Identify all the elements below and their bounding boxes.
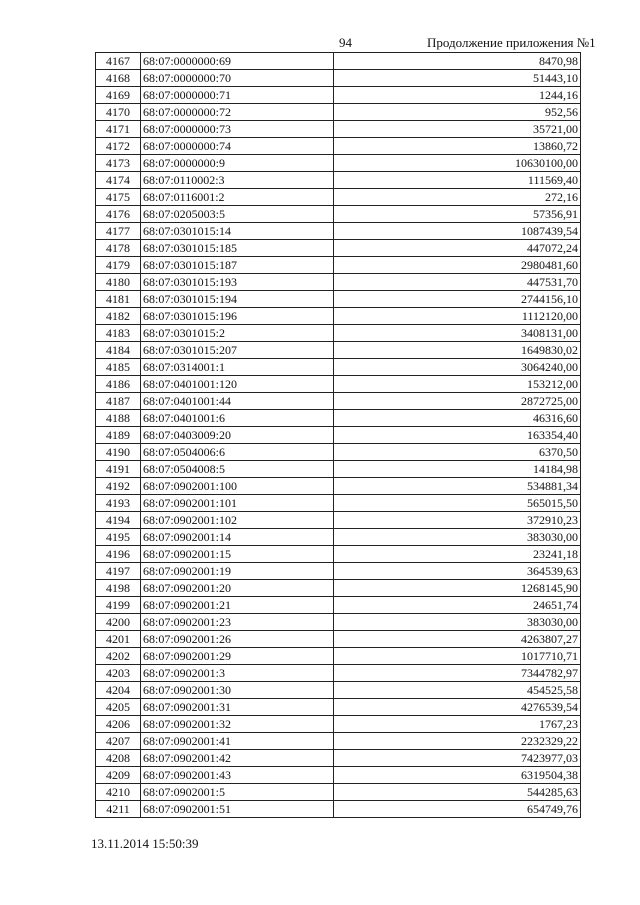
- value-cell: 2744156,10: [334, 291, 581, 308]
- row-number-cell: 4201: [96, 631, 141, 648]
- row-number-cell: 4208: [96, 750, 141, 767]
- table-row: [96, 308, 581, 325]
- table-row: [96, 342, 581, 359]
- cadastral-number-cell: 68:07:0902001:31: [141, 699, 334, 716]
- value-cell: 1268145,90: [334, 580, 581, 597]
- value-cell: 272,16: [334, 189, 581, 206]
- row-number-cell: 4188: [96, 410, 141, 427]
- row-number-cell: 4196: [96, 546, 141, 563]
- value-cell: 163354,40: [334, 427, 581, 444]
- cadastral-number-cell: 68:07:0000000:69: [141, 53, 334, 70]
- value-cell: 7344782,97: [334, 665, 581, 682]
- value-cell: 111569,40: [334, 172, 581, 189]
- value-cell: 447531,70: [334, 274, 581, 291]
- table-row: [96, 121, 581, 138]
- cadastral-number-cell: 68:07:0301015:14: [141, 223, 334, 240]
- row-number-cell: 4170: [96, 104, 141, 121]
- value-cell: 383030,00: [334, 614, 581, 631]
- value-cell: 24651,74: [334, 597, 581, 614]
- cadastral-number-cell: 68:07:0902001:23: [141, 614, 334, 631]
- row-number-cell: 4200: [96, 614, 141, 631]
- cadastral-number-cell: 68:07:0401001:6: [141, 410, 334, 427]
- cadastral-number-cell: 68:07:0301015:2: [141, 325, 334, 342]
- cadastral-number-cell: 68:07:0205003:5: [141, 206, 334, 223]
- value-cell: 544285,63: [334, 784, 581, 801]
- table-row: [96, 172, 581, 189]
- page-number: 94: [339, 35, 352, 50]
- table-row: [96, 410, 581, 427]
- table-row: [96, 665, 581, 682]
- table-row: [96, 699, 581, 716]
- table-row: [96, 750, 581, 767]
- table-row: [96, 563, 581, 580]
- row-number-cell: 4169: [96, 87, 141, 104]
- table-row: [96, 393, 581, 410]
- value-cell: 454525,58: [334, 682, 581, 699]
- row-number-cell: 4176: [96, 206, 141, 223]
- value-cell: 654749,76: [334, 801, 581, 818]
- table-row: [96, 155, 581, 172]
- table-row: [96, 648, 581, 665]
- cadastral-number-cell: 68:07:0902001:100: [141, 478, 334, 495]
- row-number-cell: 4167: [96, 53, 141, 70]
- value-cell: 1767,23: [334, 716, 581, 733]
- cadastral-number-cell: 68:07:0000000:73: [141, 121, 334, 138]
- table-row: [96, 257, 581, 274]
- value-cell: 534881,34: [334, 478, 581, 495]
- cadastral-number-cell: 68:07:0301015:185: [141, 240, 334, 257]
- value-cell: 35721,00: [334, 121, 581, 138]
- row-number-cell: 4210: [96, 784, 141, 801]
- cadastral-number-cell: 68:07:0902001:29: [141, 648, 334, 665]
- registry-table: [95, 52, 581, 818]
- table-row: [96, 87, 581, 104]
- value-cell: 1244,16: [334, 87, 581, 104]
- cadastral-number-cell: 68:07:0504006:6: [141, 444, 334, 461]
- table-row: [96, 767, 581, 784]
- row-number-cell: 4189: [96, 427, 141, 444]
- value-cell: 3408131,00: [334, 325, 581, 342]
- table-row: [96, 461, 581, 478]
- cadastral-number-cell: 68:07:0902001:101: [141, 495, 334, 512]
- cadastral-number-cell: 68:07:0902001:5: [141, 784, 334, 801]
- cadastral-number-cell: 68:07:0902001:43: [141, 767, 334, 784]
- cadastral-number-cell: 68:07:0902001:42: [141, 750, 334, 767]
- cadastral-number-cell: 68:07:0301015:193: [141, 274, 334, 291]
- cadastral-number-cell: 68:07:0000000:71: [141, 87, 334, 104]
- row-number-cell: 4202: [96, 648, 141, 665]
- continuation-caption: Продолжение приложения №1: [427, 35, 596, 50]
- row-number-cell: 4191: [96, 461, 141, 478]
- cadastral-number-cell: 68:07:0401001:120: [141, 376, 334, 393]
- row-number-cell: 4172: [96, 138, 141, 155]
- cadastral-number-cell: 68:07:0902001:26: [141, 631, 334, 648]
- row-number-cell: 4179: [96, 257, 141, 274]
- cadastral-number-cell: 68:07:0301015:207: [141, 342, 334, 359]
- value-cell: 2980481,60: [334, 257, 581, 274]
- row-number-cell: 4187: [96, 393, 141, 410]
- table-row: [96, 291, 581, 308]
- cadastral-number-cell: 68:07:0902001:41: [141, 733, 334, 750]
- table-row: [96, 733, 581, 750]
- cadastral-number-cell: 68:07:0301015:194: [141, 291, 334, 308]
- value-cell: 565015,50: [334, 495, 581, 512]
- value-cell: 153212,00: [334, 376, 581, 393]
- cadastral-number-cell: 68:07:0314001:1: [141, 359, 334, 376]
- table-row: [96, 682, 581, 699]
- value-cell: 8470,98: [334, 53, 581, 70]
- value-cell: 1649830,02: [334, 342, 581, 359]
- table-row: [96, 240, 581, 257]
- row-number-cell: 4177: [96, 223, 141, 240]
- value-cell: 51443,10: [334, 70, 581, 87]
- table-row: [96, 376, 581, 393]
- value-cell: 13860,72: [334, 138, 581, 155]
- value-cell: 46316,60: [334, 410, 581, 427]
- value-cell: 4263807,27: [334, 631, 581, 648]
- table-row: [96, 716, 581, 733]
- value-cell: 447072,24: [334, 240, 581, 257]
- value-cell: 372910,23: [334, 512, 581, 529]
- row-number-cell: 4185: [96, 359, 141, 376]
- cadastral-number-cell: 68:07:0110002:3: [141, 172, 334, 189]
- table-row: [96, 614, 581, 631]
- row-number-cell: 4205: [96, 699, 141, 716]
- row-number-cell: 4194: [96, 512, 141, 529]
- cadastral-number-cell: 68:07:0403009:20: [141, 427, 334, 444]
- value-cell: 7423977,03: [334, 750, 581, 767]
- value-cell: 6370,50: [334, 444, 581, 461]
- value-cell: 2232329,22: [334, 733, 581, 750]
- cadastral-number-cell: 68:07:0116001:2: [141, 189, 334, 206]
- row-number-cell: 4181: [96, 291, 141, 308]
- table-row: [96, 70, 581, 87]
- cadastral-number-cell: 68:07:0000000:70: [141, 70, 334, 87]
- cadastral-number-cell: 68:07:0301015:187: [141, 257, 334, 274]
- cadastral-number-cell: 68:07:0301015:196: [141, 308, 334, 325]
- row-number-cell: 4198: [96, 580, 141, 597]
- row-number-cell: 4207: [96, 733, 141, 750]
- row-number-cell: 4173: [96, 155, 141, 172]
- table-row: [96, 512, 581, 529]
- table-row: [96, 189, 581, 206]
- row-number-cell: 4182: [96, 308, 141, 325]
- table-row: [96, 597, 581, 614]
- cadastral-number-cell: 68:07:0000000:74: [141, 138, 334, 155]
- row-number-cell: 4190: [96, 444, 141, 461]
- value-cell: 14184,98: [334, 461, 581, 478]
- table-row: [96, 529, 581, 546]
- table-row: [96, 206, 581, 223]
- table-row: [96, 53, 581, 70]
- table-row: [96, 359, 581, 376]
- table-row: [96, 784, 581, 801]
- value-cell: 3064240,00: [334, 359, 581, 376]
- row-number-cell: 4192: [96, 478, 141, 495]
- cadastral-number-cell: 68:07:0902001:51: [141, 801, 334, 818]
- row-number-cell: 4193: [96, 495, 141, 512]
- value-cell: 10630100,00: [334, 155, 581, 172]
- cadastral-number-cell: 68:07:0902001:3: [141, 665, 334, 682]
- table-row: [96, 631, 581, 648]
- cadastral-number-cell: 68:07:0902001:15: [141, 546, 334, 563]
- table-row: [96, 546, 581, 563]
- row-number-cell: 4211: [96, 801, 141, 818]
- value-cell: 1017710,71: [334, 648, 581, 665]
- cadastral-number-cell: 68:07:0000000:9: [141, 155, 334, 172]
- value-cell: 952,56: [334, 104, 581, 121]
- value-cell: 364539,63: [334, 563, 581, 580]
- cadastral-number-cell: 68:07:0902001:14: [141, 529, 334, 546]
- row-number-cell: 4204: [96, 682, 141, 699]
- registry-table-body: [96, 53, 581, 818]
- cadastral-number-cell: 68:07:0902001:20: [141, 580, 334, 597]
- row-number-cell: 4175: [96, 189, 141, 206]
- row-number-cell: 4180: [96, 274, 141, 291]
- cadastral-number-cell: 68:07:0000000:72: [141, 104, 334, 121]
- table-row: [96, 325, 581, 342]
- row-number-cell: 4174: [96, 172, 141, 189]
- row-number-cell: 4209: [96, 767, 141, 784]
- cadastral-number-cell: 68:07:0902001:30: [141, 682, 334, 699]
- value-cell: 6319504,38: [334, 767, 581, 784]
- table-row: [96, 580, 581, 597]
- value-cell: 2872725,00: [334, 393, 581, 410]
- cadastral-number-cell: 68:07:0504008:5: [141, 461, 334, 478]
- row-number-cell: 4203: [96, 665, 141, 682]
- row-number-cell: 4195: [96, 529, 141, 546]
- table-row: [96, 138, 581, 155]
- table-row: [96, 223, 581, 240]
- table-row: [96, 478, 581, 495]
- row-number-cell: 4168: [96, 70, 141, 87]
- value-cell: 23241,18: [334, 546, 581, 563]
- cadastral-number-cell: 68:07:0902001:21: [141, 597, 334, 614]
- cadastral-number-cell: 68:07:0401001:44: [141, 393, 334, 410]
- row-number-cell: 4178: [96, 240, 141, 257]
- table-row: [96, 444, 581, 461]
- value-cell: 4276539,54: [334, 699, 581, 716]
- cadastral-number-cell: 68:07:0902001:19: [141, 563, 334, 580]
- cadastral-number-cell: 68:07:0902001:102: [141, 512, 334, 529]
- value-cell: 383030,00: [334, 529, 581, 546]
- table-row: [96, 104, 581, 121]
- row-number-cell: 4199: [96, 597, 141, 614]
- print-timestamp: 13.11.2014 15:50:39: [91, 836, 199, 851]
- table-row: [96, 495, 581, 512]
- table-row: [96, 274, 581, 291]
- row-number-cell: 4184: [96, 342, 141, 359]
- row-number-cell: 4197: [96, 563, 141, 580]
- value-cell: 1087439,54: [334, 223, 581, 240]
- value-cell: 57356,91: [334, 206, 581, 223]
- cadastral-number-cell: 68:07:0902001:32: [141, 716, 334, 733]
- row-number-cell: 4186: [96, 376, 141, 393]
- table-row: [96, 427, 581, 444]
- table-row: [96, 801, 581, 818]
- row-number-cell: 4171: [96, 121, 141, 138]
- row-number-cell: 4183: [96, 325, 141, 342]
- value-cell: 1112120,00: [334, 308, 581, 325]
- row-number-cell: 4206: [96, 716, 141, 733]
